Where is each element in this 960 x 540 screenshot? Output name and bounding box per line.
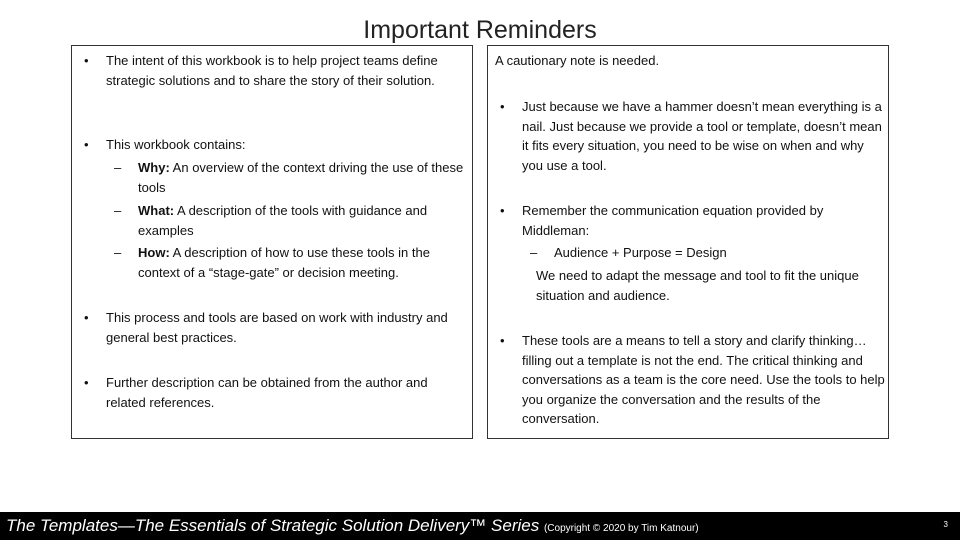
right-intro: A cautionary note is needed. <box>495 53 660 68</box>
footer-series-title <box>6 515 699 540</box>
dash-icon: – <box>114 245 122 260</box>
subitem-text: An overview of the context driving the use of these tools <box>138 160 464 195</box>
page-number: 3 <box>943 520 948 529</box>
footer-bar <box>0 512 960 540</box>
left-bullet-text: This workbook contains: <box>106 137 246 152</box>
right-bullet-text: These tools are a means to tell a story and clarify thinking…filling out a template is not the end. The critical thinking and conversations as a team is the core need. Use the tools to help you organize the conversation and the results of the conversation. <box>522 333 885 426</box>
dash-icon: – <box>530 245 538 260</box>
bullet-icon: • <box>84 53 89 68</box>
equation-text: Audience + Purpose = Design <box>554 245 727 260</box>
page-title: Important Reminders <box>363 16 597 44</box>
right-bullet-text: Remember the communication equation provided by Middleman: <box>522 203 824 238</box>
equation-note: We need to adapt the message and tool to fit the unique situation and audience. <box>536 268 859 303</box>
bullet-icon: • <box>84 310 89 325</box>
subitem-text: A description of how to use these tools in the context of a “stage-gate” or decision meeting. <box>138 245 430 280</box>
right-panel <box>487 45 889 439</box>
subitem-label: Why: <box>138 160 170 175</box>
left-bullet-text: Further description can be obtained from the author and related references. <box>106 375 428 410</box>
dash-icon: – <box>114 160 122 175</box>
subitem-label: What: <box>138 203 175 218</box>
bullet-icon: • <box>84 375 89 390</box>
left-bullet-text: The intent of this workbook is to help project teams define strategic solutions and to share the story of their solution. <box>106 53 438 88</box>
left-bullet-text: This process and tools are based on work with industry and general best practices. <box>106 310 448 345</box>
subitem-text: A description of the tools with guidance and examples <box>138 203 428 238</box>
right-bullet-text: Just because we have a hammer doesn’t mean everything is a nail. Just because we provide a tool or template, doesn’t mean it fits every situation, you need to be wise on when and why you use a tool. <box>522 99 882 173</box>
bullet-icon: • <box>500 203 505 218</box>
bullet-icon: • <box>500 99 505 114</box>
footer-copyright: (Copyright © 2020 by Tim Katnour) <box>543 523 699 534</box>
footer-series-text: The Templates—The Essentials of Strategic Solution Delivery™ Series <box>6 516 544 535</box>
bullet-icon: • <box>84 137 89 152</box>
subitem-label: How: <box>138 245 170 260</box>
bullet-icon: • <box>500 333 505 348</box>
left-panel <box>71 45 473 439</box>
dash-icon: – <box>114 203 122 218</box>
